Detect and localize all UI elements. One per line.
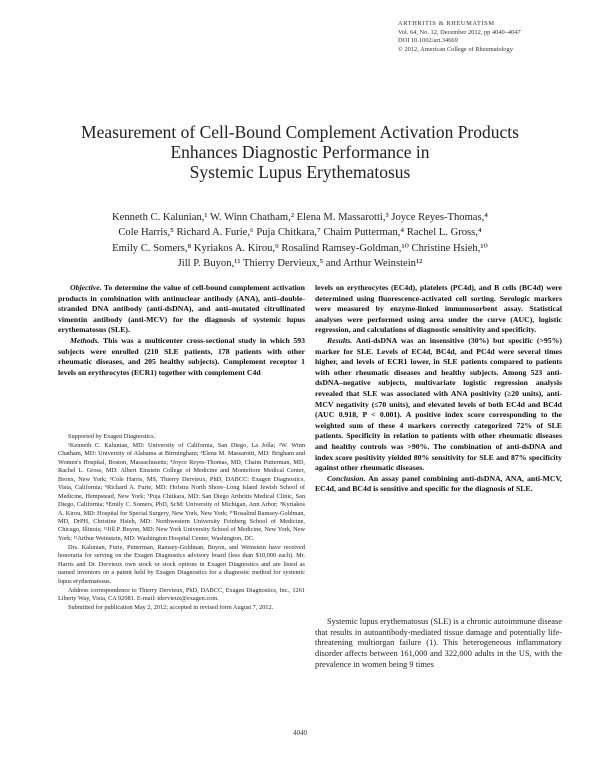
objective-label: Objective. bbox=[70, 283, 102, 292]
abstract-results bbox=[315, 336, 562, 474]
journal-doi: DOI 10.1002/art.34669 bbox=[398, 37, 458, 45]
methods-continued: levels on erythrocytes (EC4d), platelets (PC4d), and B cells (BC4d) were determined using fluorescence-activated cell sorting. Serologic markers were measured by enzyme-linked immunosorbent assay. Statistical analyses were performed using area under the curve (AUC), logistic regression, and calculations of diagnostic sensitivity and specificity. bbox=[315, 283, 562, 335]
journal-copyright: © 2012, American College of Rheumatology bbox=[398, 45, 513, 53]
abstract-right bbox=[315, 283, 562, 495]
footnote-affiliations: ¹Kenneth C. Kalunian, MD: University of California, San Diego, La Jolla; ²W. Winn Chatham, MD: University of Alabama at Birmingham; ³Elena M. Massarotti, MD: Brigham and Women's Hospital, Boston, Massachusetts; ⁴Joyce Reyes-Thomas, MD, Chaim Putterman, MD, Rachel L. Gross, MD: Albert Einstein College of Medicine and Montefiore Medical Center, Bronx, New York; ⁵Cole Harris, MS, Thierry Dervieux, PhD, DABCC: Exagen Diagnostics, Vista, California; ⁶Richard A. Furie, MD: Hofstra North Shore–Long Island Jewish School of Medicine, Hempstead, New York; ⁷Puja Chitkara, MD: San Diego Arthritis Medical Clinic, San Diego, California; ⁸Emily C. Somers, PhD, ScM: University of Michigan, Ann Arbor; ⁹Kyriakos A. Kirou, MD: Hospital for Special Surgery, New York, New York; ¹⁰Rosalind Ramsey-Goldman, MD, DrPH, Christine Hsieh, MD: Northwestern University Feinberg School of Medicine, Chicago, Illinois; ¹¹Jill P. Buyon, MD: New York University School of Medicine, New York, New York; ¹²Arthur Weinstein, MD: Washington Hospital Center, Washington, DC. bbox=[58, 441, 305, 542]
journal-header bbox=[398, 20, 588, 54]
title-line: Enhances Diagnostic Performance in bbox=[170, 142, 430, 162]
results-label: Results. bbox=[327, 335, 353, 345]
abstract-left bbox=[58, 283, 305, 378]
footnote-correspondence: Address correspondence to Thierry Dervieux, PhD, DABCC, Exagen Diagnostics, Inc., 1261 Liberty Way, Vista, CA 92081. E-mail: tdervieux@exagen.com. bbox=[58, 586, 305, 603]
abstract-methods bbox=[58, 336, 305, 378]
abstract-objective bbox=[58, 283, 305, 336]
footnote-support: Supported by Exagen Diagnostics. bbox=[68, 433, 156, 440]
journal-name: ARTHRITIS & RHEUMATISM bbox=[398, 20, 495, 27]
footnote-disclosures: Drs. Kalunian, Furie, Putterman, Ramsey-Goldman, Buyon, and Weinstein have received honoraria for serving on the Exagen Diagnostics advisory board (less than $10,000 each). Mr. Harris and Dr. Dervieux own stock or stock options in Exagen Diagnostics and are listed as named inventors on a patent held by Exagen Diagnostics for a diagnostic method for systemic lupus erythematosus. bbox=[58, 543, 305, 585]
abstract-conclusion bbox=[315, 474, 562, 495]
results-text: Anti-dsDNA was an insensitive (30%) but specific (>95%) marker for SLE. Levels of EC4d, BC4d, and PC4d were several times higher, and levels of ECR1 lower, in SLE patients compared to patients with other rheumatic diseases and healthy subjects. Among 523 anti-dsDNA–negative subjects, multivariate logistic regression analysis revealed that SLE was associated with ANA positivity (≥20 units), anti-MCV negativity (≤70 units), and elevated levels of both EC4d and BC4d (AUC 0.918, P < 0.001). A positive index score corresponding to the weighted sum of these 4 markers correctly categorized 72% of SLE patients. Specificity in relation to patients with other rheumatic diseases and healthy controls was >90%. The combination of anti-dsDNA and index score positivity yielded 80% sensitivity for SLE and 87% specificity against other rheumatic diseases. bbox=[315, 335, 562, 473]
title-line: Measurement of Cell-Bound Complement Activation Products bbox=[81, 122, 519, 142]
methods-text: This was a multicenter cross-sectional study in which 593 subjects were enrolled (210 SLE patients, 178 patients with other rheumatic diseases, and 205 healthy subjects). Complement receptor 1 levels on erythrocytes (ECR1) together with complement C4d bbox=[58, 335, 305, 377]
introduction bbox=[315, 617, 562, 670]
author-line: Cole Harris,⁵ Richard A. Furie,⁶ Puja Chitkara,⁷ Chaim Putterman,⁴ Rachel L. Gross,⁴ bbox=[118, 227, 482, 239]
author-list bbox=[40, 210, 560, 272]
author-line: Emily C. Somers,⁸ Kyriakos A. Kirou,⁹ Rosalind Ramsey-Goldman,¹⁰ Christine Hsieh,¹⁰ bbox=[112, 242, 488, 254]
author-line: Kenneth C. Kalunian,¹ W. Winn Chatham,² Elena M. Massarotti,³ Joyce Reyes-Thomas,⁴ bbox=[112, 212, 488, 223]
conclusion-text: An assay panel combining anti-dsDNA, ANA, anti-MCV, EC4d, and BC4d is sensitive and specific for the diagnosis of SLE. bbox=[315, 473, 562, 494]
footnote-submission: Submitted for publication May 2, 2012; accepted in revised form August 7, 2012. bbox=[68, 604, 274, 612]
title-line: Systemic Lupus Erythematosus bbox=[189, 162, 411, 182]
journal-volume: Vol. 64, No. 12, December 2012, pp 4040–4047 bbox=[398, 28, 521, 36]
footnotes bbox=[58, 433, 305, 613]
article-title bbox=[30, 122, 570, 182]
objective-text: To determine the value of cell-bound complement activation products in combination with antinuclear antibody (ANA), anti–double-stranded DNA antibody (anti-dsDNA), and anti–mutated citrullinated vimentin antibody (anti-MCV) for the diagnosis of systemic lupus erythematosus (SLE). bbox=[58, 283, 305, 335]
intro-paragraph: Systemic lupus erythematosus (SLE) is a chronic autoimmune disease that results in autoantibody-mediated tissue damage and potentially life-threatening multiorgan failure (1). This heterogeneous inflammatory disorder affects between 161,000 and 322,000 adults in the US, with the prevalence in women being 9 times bbox=[315, 617, 562, 669]
conclusion-label: Conclusion. bbox=[327, 473, 366, 483]
page-number: 4040 bbox=[293, 729, 307, 737]
methods-label: Methods. bbox=[70, 335, 100, 345]
author-line: Jill P. Buyon,¹¹ Thierry Dervieux,⁵ and Arthur Weinstein¹² bbox=[177, 258, 423, 270]
